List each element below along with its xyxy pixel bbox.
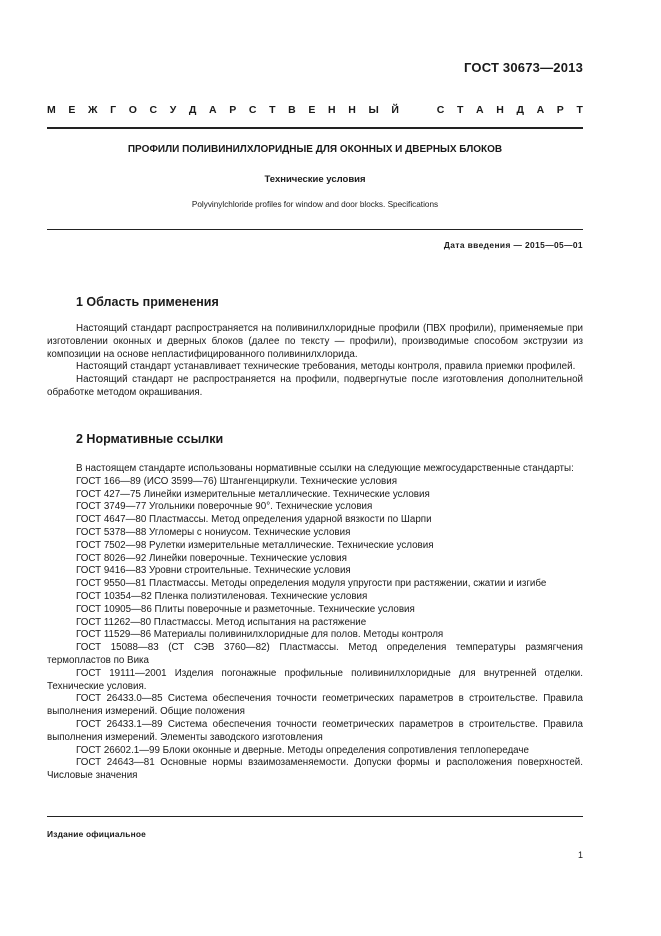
official-edition-label: Издание официальное (47, 829, 146, 839)
banner-letter: Ж (88, 104, 98, 116)
reference-item: ГОСТ 10354—82 Пленка полиэтиленовая. Технические условия (76, 590, 368, 602)
reference-item: ГОСТ 3749—77 Угольники поверочные 90°. Технические условия (76, 501, 373, 513)
english-title: Polyvinylchloride profiles for window and door blocks. Specifications (191, 200, 439, 209)
header-divider (47, 127, 583, 129)
reference-item: ГОСТ 10905—86 Плиты поверочные и разметочные. Технические условия (76, 603, 415, 615)
section-1-paragraph: Настоящий стандарт устанавливает технические требования, методы контроля, правила приемки профилей. (76, 361, 576, 373)
reference-item: ГОСТ 15088—83 (СТ СЭВ 3760—82) Пластмассы. Метод определения температуры размягчения термопластов по Вика (47, 642, 583, 666)
interstate-standard-banner (47, 104, 583, 116)
banner-letter: Н (496, 104, 504, 116)
document-subtitle: Технические условия (264, 174, 366, 185)
introduction-date: Дата введения — 2015—05—01 (443, 240, 583, 250)
banner-letter: Т (269, 104, 276, 116)
reference-item: ГОСТ 24643—81 Основные нормы взаимозаменяемости. Допуски формы и расположения поверхностей. Числовые значения (47, 757, 583, 782)
reference-item: ГОСТ 5378—88 Угломеры с нониусом. Технические условия (76, 526, 351, 538)
section-2-heading: 2 Нормативные ссылки (76, 432, 224, 446)
reference-item: ГОСТ 19111—2001 Изделия погонажные профильные поливинилхлоридные для внутренней отделки. Технические условия. (47, 667, 583, 692)
banner-letter: М (47, 104, 56, 116)
page-number: 1 (577, 850, 583, 860)
section-1-paragraph: Настоящий стандарт распространяется на поливинилхлоридные профили (ПВХ профили), применяемые при изготовлении оконных и дверных блоков (далее по тексту — профили), производимые способом экструзии из композиции на основе непластифицированного поливинилхлорида. (47, 323, 583, 360)
banner-letter: Е (68, 104, 76, 116)
section-1-body (47, 323, 583, 400)
banner-letter: Р (556, 104, 564, 116)
banner-letter: Р (229, 104, 237, 116)
banner-letter: Н (328, 104, 336, 116)
banner-letter: А (536, 104, 545, 116)
normative-references-list (47, 476, 583, 783)
reference-item: ГОСТ 11529—86 Материалы поливинилхлоридные для полов. Методы контроля (76, 629, 444, 641)
banner-letter: Д (516, 104, 524, 116)
section-1-heading: 1 Область применения (76, 295, 219, 309)
reference-item: ГОСТ 9550—81 Пластмассы. Методы определения модуля упругости при растяжении, сжатии и изгибе (76, 578, 547, 590)
reference-item: ГОСТ 427—75 Линейки измерительные металлические. Технические условия (76, 488, 430, 500)
document-title: ПРОФИЛИ ПОЛИВИНИЛХЛОРИДНЫЕ ДЛЯ ОКОННЫХ И ДВЕРНЫХ БЛОКОВ (127, 144, 503, 155)
reference-item: ГОСТ 11262—80 Пластмассы. Метод испытания на растяжение (76, 616, 367, 628)
reference-item: ГОСТ 8026—92 Линейки поверочные. Технические условия (76, 552, 347, 564)
banner-letter: А (476, 104, 484, 116)
banner-letter: Г (110, 104, 117, 116)
reference-item: ГОСТ 26602.1—99 Блоки оконные и дверные. Методы определения сопротивления теплопередаче (76, 744, 529, 756)
banner-letter: С (248, 104, 257, 116)
section-1-paragraph: Настоящий стандарт не распространяется на профили, подвергнутые после изготовления дополнительной обработке методом окрашивания. (47, 374, 583, 398)
banner-letter: О (128, 104, 137, 116)
banner-letter: Й (391, 104, 399, 116)
footer-divider (47, 816, 583, 817)
reference-item: ГОСТ 7502—98 Рулетки измерительные металлические. Технические условия (76, 539, 434, 551)
reference-item: ГОСТ 166—89 (ИСО 3599—76) Штангенциркули. Технические условия (76, 475, 398, 487)
banner-letter: С (436, 104, 445, 116)
reference-item: ГОСТ 4647—80 Пластмассы. Метод определения ударной вязкости по Шарпи (76, 514, 432, 526)
reference-item: ГОСТ 26433.1—89 Система обеспечения точности геометрических параметров в строительстве. Правила выполнения измерений. Элементы заводского изготовления (47, 718, 583, 743)
document-code: ГОСТ 30673—2013 (464, 60, 583, 75)
banner-letter: Н (348, 104, 356, 116)
banner-letter: Д (188, 104, 197, 116)
banner-letter: Т (576, 104, 583, 116)
section-2-body (47, 463, 583, 783)
banner-letter: С (149, 104, 158, 116)
banner-letter: Ы (368, 104, 379, 116)
reference-item: ГОСТ 9416—83 Уровни строительные. Технические условия (76, 565, 351, 577)
section-2-intro: В настоящем стандарте использованы нормативные ссылки на следующие межгосударственные стандарты: (76, 463, 574, 474)
banner-letter: Т (456, 104, 464, 116)
title-divider (47, 229, 583, 230)
banner-letter: А (209, 104, 217, 116)
reference-item: ГОСТ 26433.0—85 Система обеспечения точности геометрических параметров в строительстве. Правила выполнения измерений. Общие положения (47, 693, 583, 718)
banner-letter: У (169, 104, 177, 116)
banner-letter: В (288, 104, 296, 116)
banner-letter: Е (308, 104, 316, 116)
